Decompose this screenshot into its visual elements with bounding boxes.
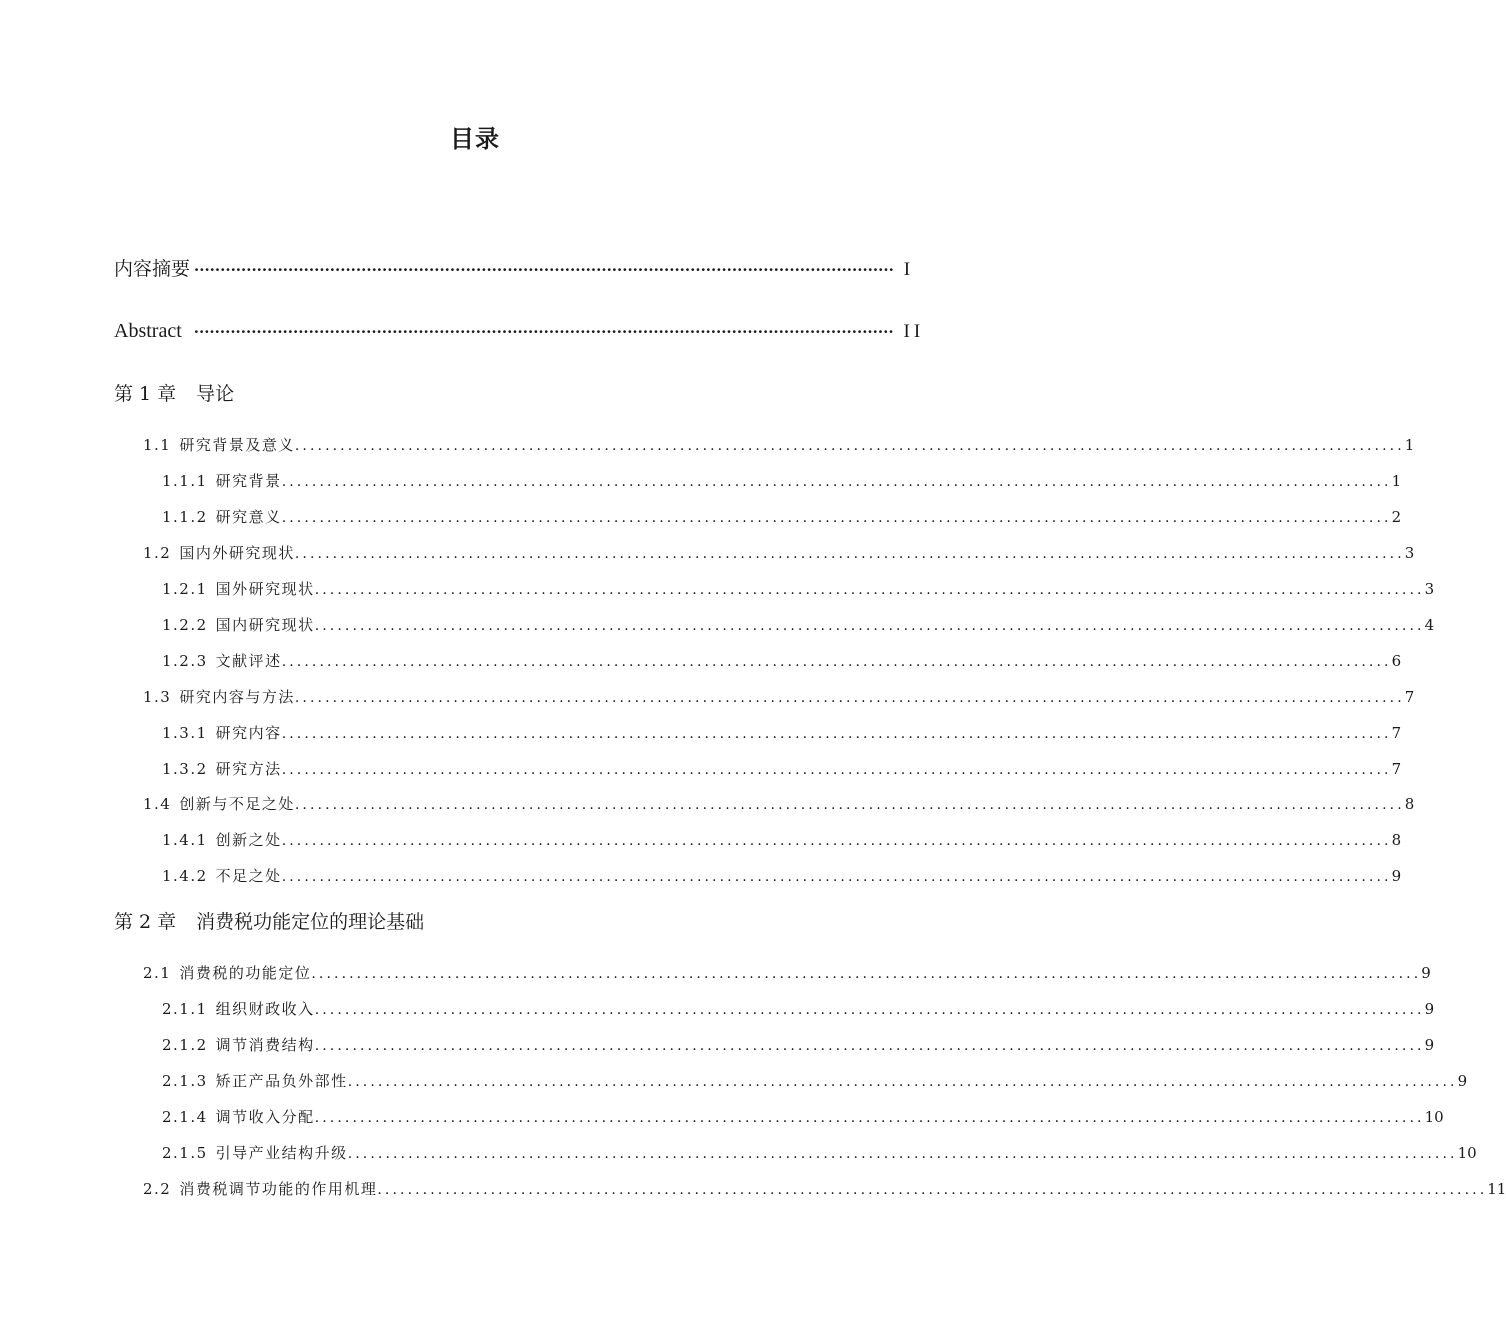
toc-page-number: 10 bbox=[1424, 1108, 1444, 1126]
section-number: 1.4 bbox=[143, 795, 172, 813]
section-title: 研究内容与方法 bbox=[179, 688, 295, 706]
toc-leader-dots: ................................................................................................................................................... bbox=[294, 690, 1405, 706]
toc-leader-dots: ······································································································································ bbox=[193, 323, 894, 341]
toc-leader-dots: ................................................................................................................................................... bbox=[377, 1182, 1488, 1198]
chapter-heading-2[interactable] bbox=[114, 908, 424, 936]
toc-leader-dots: ................................................................................................................................................... bbox=[314, 1110, 1425, 1126]
toc-leader-dots: ................................................................................................................................................... bbox=[281, 510, 1392, 526]
section-number: 1.1 bbox=[143, 436, 172, 454]
section-number: 1.3.2 bbox=[162, 760, 208, 778]
section-title: 矫正产品负外部性 bbox=[215, 1072, 348, 1090]
chapter-number: 第 2 章 bbox=[114, 911, 177, 933]
toc-leader-dots: ................................................................................................................................................... bbox=[281, 833, 1392, 849]
section-number: 1.1.1 bbox=[162, 472, 208, 490]
section-title: 消费税的功能定位 bbox=[179, 964, 312, 982]
toc-leader-dots: ................................................................................................................................................... bbox=[314, 618, 1425, 634]
toc-entry-label: Abstract bbox=[114, 320, 182, 342]
chapter-title: 消费税功能定位的理论基础 bbox=[196, 911, 425, 933]
section-number: 2.1.5 bbox=[162, 1144, 208, 1162]
toc-page-number: 1 bbox=[1391, 472, 1402, 490]
toc-entry-abstract-en[interactable] bbox=[114, 317, 925, 346]
section-title: 国内外研究现状 bbox=[179, 544, 295, 562]
section-title: 创新之处 bbox=[215, 831, 282, 849]
section-number: 1.1.2 bbox=[162, 508, 208, 526]
toc-leader-dots: ................................................................................................................................................... bbox=[281, 726, 1392, 742]
section-title: 研究内容 bbox=[215, 724, 282, 742]
toc-entry-1-3-1[interactable] bbox=[162, 722, 1402, 745]
toc-page-number: 4 bbox=[1424, 616, 1435, 634]
toc-leader-dots: ................................................................................................................................................... bbox=[311, 966, 1422, 982]
toc-entry-2-1-5[interactable] bbox=[162, 1142, 1477, 1165]
toc-entry-1-2-2[interactable] bbox=[162, 614, 1435, 637]
section-title: 研究背景 bbox=[215, 472, 282, 490]
toc-page-number: 7 bbox=[1404, 688, 1415, 706]
section-number: 2.2 bbox=[143, 1180, 172, 1198]
page-title: 目录 bbox=[450, 125, 500, 153]
section-title: 国外研究现状 bbox=[215, 580, 315, 598]
toc-entry-label: 内容摘要 bbox=[114, 258, 191, 280]
toc-entry-2-1-3[interactable] bbox=[162, 1070, 1468, 1093]
section-title: 研究意义 bbox=[215, 508, 282, 526]
section-title: 调节收入分配 bbox=[215, 1108, 315, 1126]
toc-entry-2-2[interactable] bbox=[143, 1178, 1506, 1201]
toc-entry-1-2[interactable] bbox=[143, 542, 1415, 565]
toc-leader-dots: ................................................................................................................................................... bbox=[314, 1002, 1425, 1018]
section-title: 文献评述 bbox=[215, 652, 282, 670]
toc-entry-1-4-1[interactable] bbox=[162, 829, 1402, 852]
section-number: 1.2.3 bbox=[162, 652, 208, 670]
toc-page-number: 1 bbox=[1404, 436, 1415, 454]
section-number: 1.2.1 bbox=[162, 580, 208, 598]
toc-leader-dots: ................................................................................................................................................... bbox=[281, 474, 1392, 490]
toc-leader-dots: ................................................................................................................................................... bbox=[347, 1074, 1458, 1090]
toc-page-number: 6 bbox=[1391, 652, 1402, 670]
section-number: 1.2 bbox=[143, 544, 172, 562]
toc-page-number: 7 bbox=[1391, 724, 1402, 742]
toc-entry-1-1-2[interactable] bbox=[162, 506, 1402, 529]
chapter-heading-1[interactable] bbox=[114, 380, 234, 408]
section-number: 1.4.2 bbox=[162, 867, 208, 885]
toc-page-number: 9 bbox=[1424, 1000, 1435, 1018]
chapter-title: 导论 bbox=[196, 383, 235, 405]
toc-leader-dots: ................................................................................................................................................... bbox=[281, 869, 1392, 885]
toc-leader-dots: ................................................................................................................................................... bbox=[294, 438, 1405, 454]
toc-entry-1-3[interactable] bbox=[143, 686, 1415, 709]
section-title: 研究方法 bbox=[215, 760, 282, 778]
toc-entry-1-1-1[interactable] bbox=[162, 470, 1402, 493]
section-number: 2.1.1 bbox=[162, 1000, 208, 1018]
toc-page-number: 9 bbox=[1391, 867, 1402, 885]
section-number: 2.1.4 bbox=[162, 1108, 208, 1126]
toc-leader-dots: ................................................................................................................................................... bbox=[281, 762, 1392, 778]
toc-entry-1-4-2[interactable] bbox=[162, 865, 1402, 888]
toc-entry-abstract-cn[interactable] bbox=[114, 255, 915, 284]
section-title: 组织财政收入 bbox=[215, 1000, 315, 1018]
toc-page-number: I bbox=[903, 259, 915, 280]
toc-entry-2-1-2[interactable] bbox=[162, 1034, 1435, 1057]
section-number: 2.1 bbox=[143, 964, 172, 982]
toc-leader-dots: ................................................................................................................................................... bbox=[294, 546, 1405, 562]
toc-entry-2-1-4[interactable] bbox=[162, 1106, 1444, 1129]
section-number: 2.1.3 bbox=[162, 1072, 208, 1090]
section-title: 消费税调节功能的作用机理 bbox=[179, 1180, 378, 1198]
toc-page-number: 9 bbox=[1421, 964, 1431, 982]
section-title: 研究背景及意义 bbox=[179, 436, 295, 454]
section-title: 创新与不足之处 bbox=[179, 795, 295, 813]
toc-page-number: 10 bbox=[1457, 1144, 1477, 1162]
toc-page-number: II bbox=[903, 321, 925, 342]
toc-page-number: 7 bbox=[1391, 760, 1402, 778]
toc-leader-dots: ................................................................................................................................................... bbox=[347, 1146, 1458, 1162]
toc-page-number: 9 bbox=[1457, 1072, 1468, 1090]
section-title: 引导产业结构升级 bbox=[215, 1144, 348, 1162]
section-number: 1.3 bbox=[143, 688, 172, 706]
toc-entry-2-1-1[interactable] bbox=[162, 998, 1435, 1021]
section-number: 1.2.2 bbox=[162, 616, 208, 634]
toc-page-number: 3 bbox=[1424, 580, 1435, 598]
toc-entry-1-2-1[interactable] bbox=[162, 578, 1435, 601]
section-number: 1.4.1 bbox=[162, 831, 208, 849]
toc-leader-dots: ................................................................................................................................................... bbox=[294, 797, 1405, 813]
toc-leader-dots: ······································································································································ bbox=[194, 261, 894, 279]
section-title: 不足之处 bbox=[215, 867, 282, 885]
toc-page-number: 8 bbox=[1404, 795, 1415, 813]
toc-entry-1-2-3[interactable] bbox=[162, 650, 1402, 673]
section-title: 调节消费结构 bbox=[215, 1036, 315, 1054]
toc-leader-dots: ................................................................................................................................................... bbox=[281, 654, 1392, 670]
toc-entry-1-4[interactable] bbox=[143, 793, 1415, 816]
chapter-number: 第 1 章 bbox=[114, 383, 177, 405]
section-number: 2.1.2 bbox=[162, 1036, 208, 1054]
toc-page-number: 3 bbox=[1404, 544, 1415, 562]
section-number: 1.3.1 bbox=[162, 724, 208, 742]
toc-page-number: 11 bbox=[1487, 1180, 1506, 1198]
toc-entry-1-1[interactable] bbox=[143, 434, 1415, 457]
section-title: 国内研究现状 bbox=[215, 616, 315, 634]
toc-leader-dots: ................................................................................................................................................... bbox=[314, 582, 1425, 598]
toc-entry-1-3-2[interactable] bbox=[162, 758, 1402, 781]
toc-leader-dots: ................................................................................................................................................... bbox=[314, 1038, 1425, 1054]
toc-entry-2-1[interactable] bbox=[143, 962, 1431, 985]
toc-page-number: 8 bbox=[1391, 831, 1402, 849]
toc-page-number: 2 bbox=[1391, 508, 1402, 526]
toc-page-number: 9 bbox=[1424, 1036, 1435, 1054]
